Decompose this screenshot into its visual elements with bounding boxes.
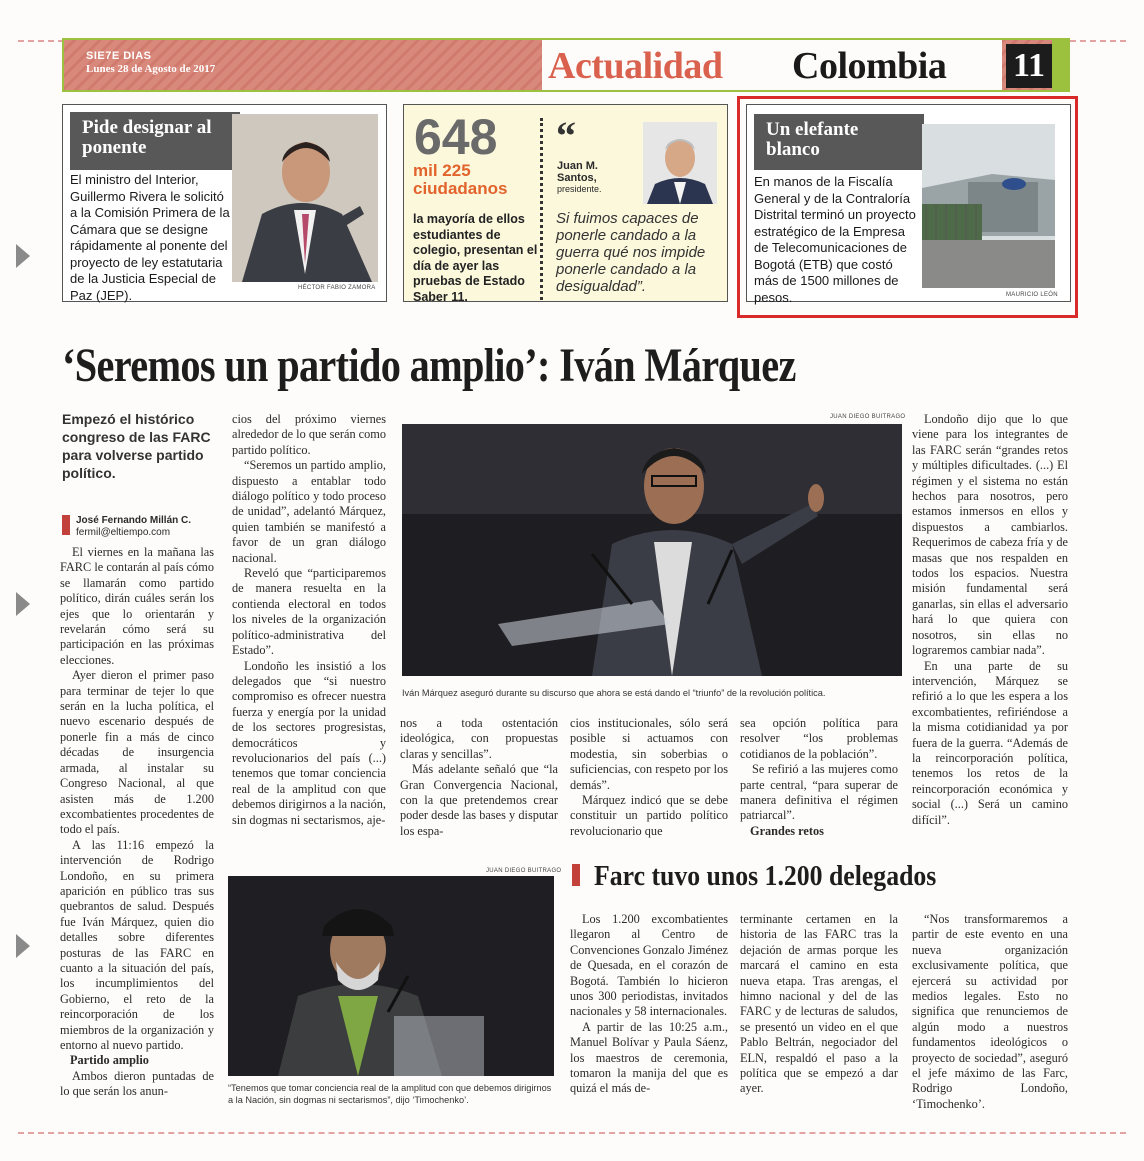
paragraph: A las 11:16 empezó la intervención de Rodrigo Londoño, en su primera aparición en público tras sus quebrantos de salud. Después fue Iván Márquez, quien dio detalles sobre diferentes posturas de las FARC en cuanto a la situación del país, los incumplimientos del Gobierno, el reto de la reincorporación de los miembros de la organización y entorno al nuevo partido.: [60, 837, 214, 1052]
brief-title-ponente: Pide designar al ponente: [70, 112, 240, 170]
article-column-5: [740, 716, 898, 839]
paragraph: En una parte de su intervención, Márquez se refirió a lo que les espera a los excombatientes, refiriéndose a la misma cotidianidad ya por fuera de la guerra. “Además de la reincorporación política, tenemos los retos de la reincorporación económica y social (...) Será un camino difícil”.: [912, 658, 1068, 827]
marquez-figure-icon: [402, 424, 902, 676]
paragraph: “Seremos un partido amplio, dispuesto a entablar todo diálogo político y todo proceso de unidad”, adelantó Márquez, quien también se manifestó a favor de un gran diálogo nacional.: [232, 458, 386, 565]
photo-timochenko: [228, 876, 554, 1076]
paragraph: cios del próximo viernes alrededor de lo que serán como partido político.: [232, 412, 386, 457]
article-lede: Empezó el histórico congreso de las FARC para volverse partido político.: [62, 411, 211, 481]
photo-juan-manuel-santos: [643, 122, 717, 204]
subhead-partido-amplio: Partido amplio: [70, 1053, 149, 1068]
photo-credit-timochenko: JUAN DIEGO BUITRAGO: [486, 868, 562, 874]
photo-guillermo-rivera: [232, 114, 378, 282]
paragraph: sea opción política para resolver “los problemas cotidianos de la población”.: [740, 716, 898, 761]
publication-name: SIE7E DIAS: [86, 50, 152, 62]
page-number: 11: [1006, 44, 1052, 88]
photo-credit-marquez: JUAN DIEGO BUITRAGO: [830, 414, 906, 420]
paragraph: Márquez indicó que se debe constituir un partido político revolucionario que: [570, 793, 728, 838]
paragraph: Londoño les insistió a los delegados que “si nuestro compromiso es ofrecer nuestra fuerza y energía por la unidad de los sectores progresistas, democráticos y revolucionarios del país (...) tenemos que tomar conciencia real de la amplitud con que debemos dirigirnos a la nación, sin dogmas ni sectarismos, aje-: [232, 658, 387, 827]
paragraph: terminante certamen en la historia de las FARC tras la dejación de armas porque les marcará el camino en esta nueva etapa. Tras arengas, el himno nacional y del de las FARC y de lecturas de saludos, se presentó un video en el que Pablo Beltrán, negociador del ELN, respaldó el paso a la política que se empezó a dar ayer.: [740, 912, 898, 1096]
byline-marker: [62, 515, 70, 535]
margin-arrow-icon: [16, 244, 30, 268]
quote-author-role: presidente.: [557, 184, 602, 194]
photo-credit-elefante: MAURICIO LEÓN: [1006, 292, 1058, 298]
margin-arrow-icon: [16, 934, 30, 958]
paragraph: A partir de las 10:25 a.m., Manuel Bolívar y Paula Sáenz, los maestros de ceremonia, tomaron la manija del que es quizá el más de-: [570, 1019, 728, 1096]
bottom-dashed-rule: [18, 1132, 1126, 1134]
article-column-6: [912, 412, 1068, 828]
byline-email: fermil@eltiempo.com: [76, 527, 171, 538]
story2-headline: Farc tuvo unos 1.200 delegados: [594, 861, 937, 892]
stat-number-label: mil 225 ciudadanos: [413, 161, 508, 198]
story2-column-3: [912, 912, 1068, 1112]
paragraph: Los 1.200 excombatientes llegaron al Centro de Convenciones Gonzalo Jiménez de Quesada, en el corazón de Bogotá. También lo hicieron unos 300 periodistas, invitados nacionales y 58 internacionales.: [570, 912, 728, 1019]
quote-mark-icon: “: [556, 113, 576, 158]
timochenko-figure-icon: [228, 876, 554, 1076]
stat-description: la mayoría de ellos estudiantes de colegio, presentan el día de ayer las pruebas de Estado Saber 11.: [413, 212, 538, 304]
paragraph: El viernes en la mañana las FARC le contarán al país cómo se llamarán como partido político, dirán cuáles serán los ejes que lo orientarán y revelarán cómo será su participación en las próximas elecciones.: [60, 545, 214, 667]
paragraph: Más adelante señaló que “la Gran Convergencia Nacional, con la que pretendemos crear poder desde las bases y disputar los espa-: [400, 762, 558, 838]
publication-date: Lunes 28 de Agosto de 2017: [86, 63, 216, 75]
photo-ivan-marquez: [402, 424, 902, 676]
brief-text-elefante: En manos de la Fiscalía General y de la Contraloría Distrital terminó un proyecto estratégico de la Empresa de Telecomunicaciones de Bogotá (ETB) que costó más de 1500 millones de pesos.: [754, 174, 916, 305]
paragraph: Se refirió a las mujeres como parte central, “para superar de manera definitiva el régimen patriarcal”.: [740, 762, 898, 823]
photo-caption-timochenko: “Tenemos que tomar conciencia real de la amplitud con que debemos dirigirnos a la Nación, sin dogmas ni sectarismos”, dijo ‘Timochenko’.: [228, 1083, 552, 1105]
article-column-1: [60, 545, 214, 1100]
story2-column-2: [740, 912, 898, 1097]
photo-etb-building: [922, 124, 1055, 288]
section-colombia: Colombia: [792, 45, 947, 87]
margin-arrow-icon: [16, 592, 30, 616]
article-column-4: [570, 716, 728, 839]
article-column-2: [232, 412, 386, 828]
dotted-divider: [540, 118, 543, 300]
brief-title-elefante: Un elefante blanco: [754, 114, 924, 170]
section-actualidad: Actualidad: [548, 45, 723, 87]
building-figure-icon: [922, 124, 1055, 288]
quote-text: Si fuimos capaces de ponerle candado a la guerra qué nos impide ponerle candado a la desigualdad”.: [556, 210, 706, 295]
header-green-tab: [1052, 40, 1068, 90]
paragraph: Reveló que “participaremos de manera resuelta en la contienda electoral en todos los niveles de la organización político-administrativa del Estado”.: [232, 566, 386, 658]
paragraph: Ayer dieron el primer paso para terminar de tejer lo que serán en la lucha política, el nuevo escenario después de ponerle fin a más de cinco décadas de insurgencia armada, al instalar su Congreso Nacional, al que asisten más de 1.200 excombatientes procedentes de todo el país.: [60, 668, 214, 837]
photo-caption-marquez: Iván Márquez aseguró durante su discurso que ahora se está dando el “triunfo” de la revolución política.: [402, 688, 826, 698]
paragraph: Londoño dijo que lo que viene para los integrantes de las FARC serán “grandes retos y múltiples dificultades. (...) El régimen y el sistema no están hechos para nosotros, pero estamos inmersos en ellos y dispuestos a cambiarlos. Requerimos de cabeza fría y de masas que nos respalden en todos los espacios. Nuestra misión fundamental será ganarlas, sin ellas el adversario hará lo que quiera con nosotros, sin ellas no lograremos cambiar nada”.: [912, 412, 1068, 658]
article-column-3: [400, 716, 558, 839]
main-headline: ‘Seremos un partido amplio’: Iván Márquez: [62, 339, 796, 392]
quote-author: Juan M. Santos,: [557, 160, 598, 184]
byline-author: José Fernando Millán C.: [76, 515, 192, 526]
santos-figure-icon: [643, 122, 717, 204]
paragraph: cios institucionales, sólo será posible si actuamos con modestia, sin soberbias o suficiencias, con respeto por los demás”.: [570, 716, 728, 792]
stat-number: 648: [414, 109, 498, 165]
photo-credit-rivera: HÉCTOR FABIO ZAMORA: [298, 285, 376, 291]
story2-column-1: [570, 912, 728, 1097]
brief-text-ponente: El ministro del Interior, Guillermo Rivera le solicitó a la Comisión Primera de la Cámara que se designe rápidamente al ponente del proyecto de ley estatutaria de la Justicia Especial de Paz (JEP).: [70, 172, 230, 303]
rivera-figure-icon: [232, 114, 378, 282]
paragraph: nos a toda ostentación ideológica, con propuestas claras y sencillas”.: [400, 716, 558, 761]
subhead-grandes-retos: Grandes retos: [750, 823, 824, 838]
paragraph: “Nos transformaremos a partir de este evento en una nueva organización exclusivamente política, que ejercerá su actividad por medios legales. Esto no significa que renunciemos de algún modo a nuestros fundamentos ideológicos o proyecto de sociedad”, aseguró el jefe máximo de las Farc, Rodrigo Londoño, ‘Timochenko’.: [912, 912, 1068, 1111]
story2-marker: [572, 864, 580, 886]
paragraph: Ambos dieron puntadas de lo que serán los anun-: [60, 1068, 214, 1099]
